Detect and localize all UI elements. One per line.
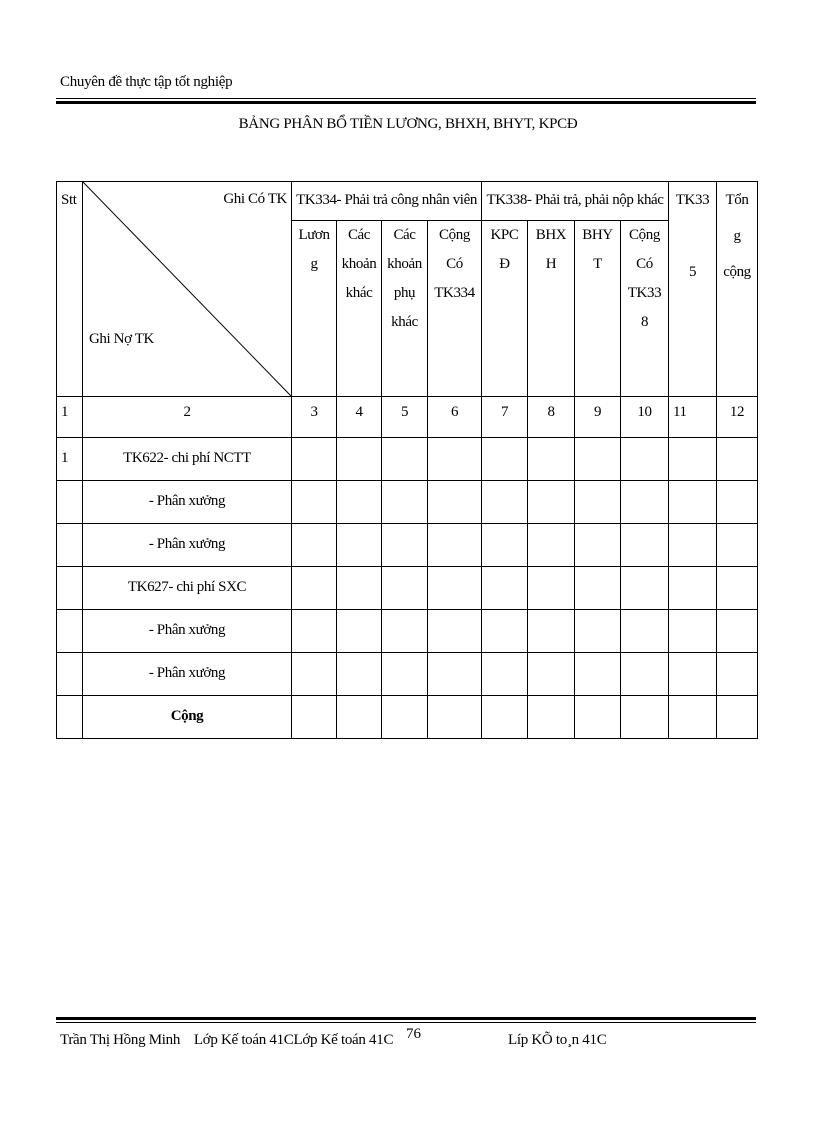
table-row [57, 610, 758, 653]
tk338-total-header: Cộng Có TK33 8 [621, 221, 669, 397]
bhyt-header: BHY T [575, 221, 621, 397]
other-allowances-header: Các khoản phụ khác [382, 221, 428, 397]
column-number: 7 [482, 397, 528, 438]
debit-account-label: Ghi Nợ TK [89, 331, 154, 347]
header-rule-thick [56, 101, 756, 104]
diagonal-header-cell [83, 182, 292, 397]
table-row-total [57, 696, 758, 739]
row-label: Cộng [83, 696, 292, 739]
tk335-header: TK33 5 [669, 182, 717, 397]
column-number: 2 [83, 397, 292, 438]
page-header: Chuyên đề thực tập tốt nghiệp [60, 74, 233, 90]
table-row [57, 524, 758, 567]
row-stt [57, 524, 83, 567]
row-stt: 1 [57, 438, 83, 481]
other-payments-header: Các khoản khác [337, 221, 382, 397]
column-number: 8 [528, 397, 575, 438]
column-number: 12 [717, 397, 758, 438]
row-stt [57, 567, 83, 610]
row-label: - Phân xưởng [83, 481, 292, 524]
credit-account-label: Ghi Có TK [223, 191, 287, 207]
table-row [57, 567, 758, 610]
tk338-group-header: TK338- Phải trả, phải nộp khác [482, 182, 669, 221]
row-stt [57, 610, 83, 653]
column-number: 4 [337, 397, 382, 438]
row-label: - Phân xưởng [83, 524, 292, 567]
column-number: 9 [575, 397, 621, 438]
header-rule-thin [56, 98, 756, 99]
row-stt [57, 696, 83, 739]
column-number: 10 [621, 397, 669, 438]
salary-header: Lươn g [292, 221, 337, 397]
column-number: 11 [669, 397, 717, 438]
kpcd-header: KPC Đ [482, 221, 528, 397]
footer-rule-thin [56, 1022, 756, 1023]
total-header: Tổn g cộng [717, 182, 758, 397]
column-number: 3 [292, 397, 337, 438]
document-title: BẢNG PHÂN BỔ TIỀN LƯƠNG, BHXH, BHYT, KPCĐ [238, 116, 578, 132]
row-label: TK627- chi phí SXC [83, 567, 292, 610]
table-row [57, 481, 758, 524]
diagonal-line [83, 182, 291, 396]
tk334-group-header: TK334- Phải trả công nhân viên [292, 182, 482, 221]
stt-header: Stt [57, 182, 83, 397]
allocation-table [56, 181, 758, 739]
table-row [57, 438, 758, 481]
column-number: 6 [428, 397, 482, 438]
page-number: 76 [406, 1026, 421, 1042]
column-number: 1 [57, 397, 83, 438]
row-stt [57, 653, 83, 696]
column-number: 5 [382, 397, 428, 438]
tk334-total-header: Cộng Có TK334 [428, 221, 482, 397]
row-stt [57, 481, 83, 524]
row-label: - Phân xưởng [83, 610, 292, 653]
footer-author: Trần Thị Hồng Minh Lớp Kế toán 41CLớp Kế toán 41C [60, 1032, 394, 1048]
footer-class: Líp KÕ to¸n 41C [508, 1032, 607, 1048]
table-row [57, 653, 758, 696]
row-label: TK622- chi phí NCTT [83, 438, 292, 481]
row-label: - Phân xưởng [83, 653, 292, 696]
bhxh-header: BHX H [528, 221, 575, 397]
footer-rule-thick [56, 1017, 756, 1020]
